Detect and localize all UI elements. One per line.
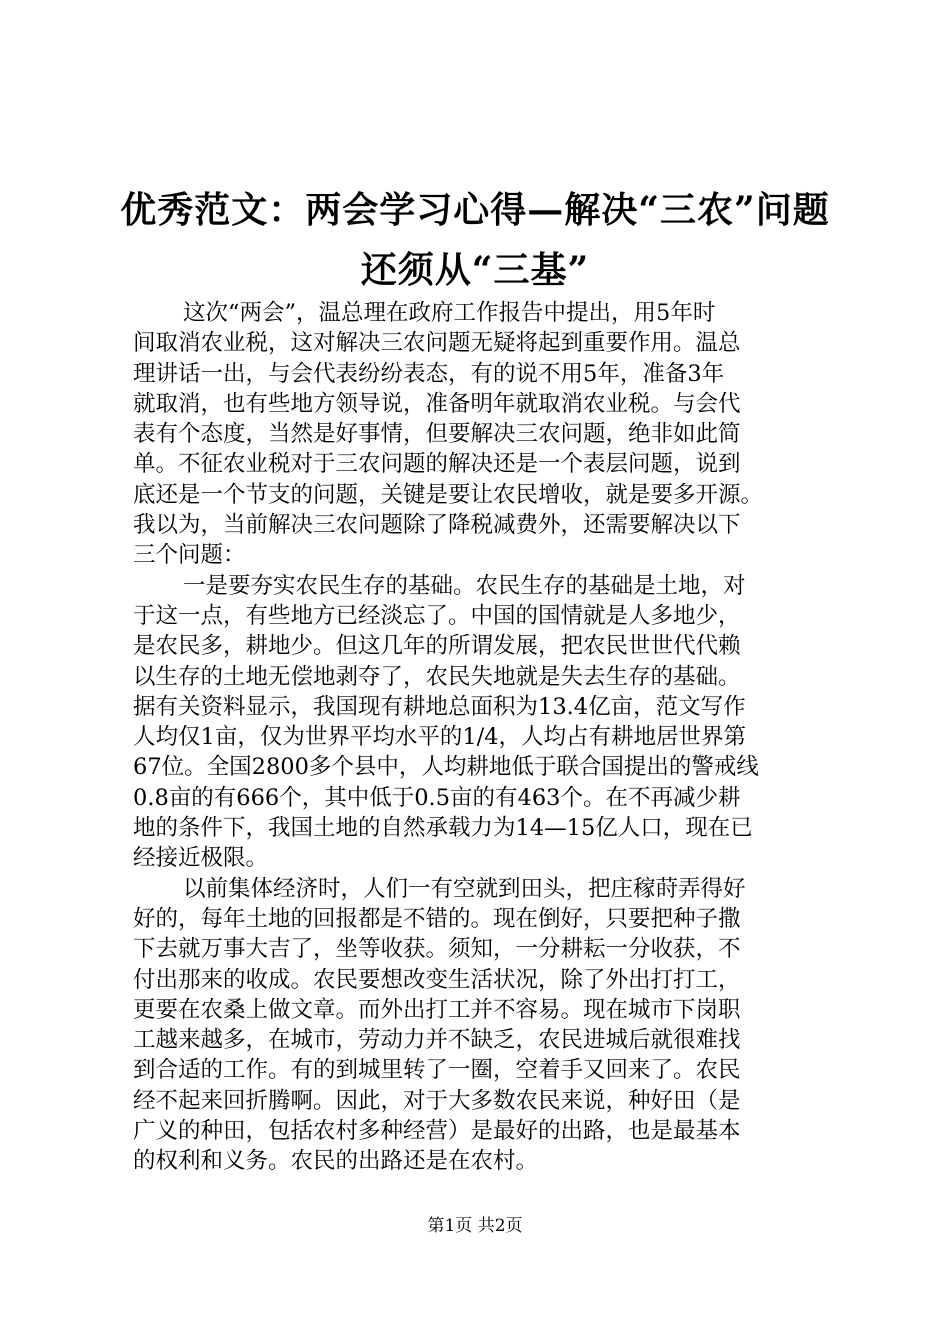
document-body (133, 298, 833, 1177)
text-line: 三个问题： (133, 542, 246, 569)
text-line: 经不起来回折腾啊。因此，对于大多数农民来说，种好田（是 (133, 1087, 741, 1114)
text-line: 付出那来的收成。农民要想改变生活状况，除了外出打打工， (133, 966, 741, 993)
text-line: 我以为，当前解决三农问题除了降税减费外，还需要解决以下 (133, 512, 741, 539)
paragraph-3 (133, 874, 833, 1177)
text-line: 人均仅1亩，仅为世界平均水平的1/4，人均占有耕地居世界第 (133, 724, 747, 751)
text-line: 工越来越多，在城市，劳动力并不缺乏，农民进城后就很难找 (133, 1027, 741, 1054)
text-line: 0.8亩的有666个，其中低于0.5亩的有463个。在不再减少耕 (133, 784, 741, 811)
text-line: 表有个态度，当然是好事情，但要解决三农问题，绝非如此简 (133, 421, 741, 448)
text-line: 据有关资料显示，我国现有耕地总面积为13.4亿亩，范文写作 (133, 693, 746, 720)
text-line: 67位。全国2800多个县中，人均耕地低于联合国提出的警戒线 (133, 754, 759, 781)
text-line: 间取消农业税，这对解决三农问题无疑将起到重要作用。温总 (133, 330, 741, 357)
text-line: 是农民多，耕地少。但这几年的所谓发展，把农民世世代代赖 (133, 633, 741, 660)
text-line: 以生存的土地无偿地剥夺了，农民失地就是失去生存的基础。 (133, 663, 741, 690)
text-line: 这次“两会”，温总理在政府工作报告中提出，用5年时 (183, 300, 716, 326)
text-line: 经接近极限。 (133, 845, 269, 872)
document-title-line-1: 优秀范文：两会学习心得—解决“三农”问题 (120, 189, 830, 231)
text-line: 好的，每年土地的回报都是不错的。现在倒好，只要把种子撒 (133, 905, 741, 932)
paragraph-1 (133, 298, 833, 571)
text-line: 就取消，也有些地方领导说，准备明年就取消农业税。与会代 (133, 390, 741, 417)
text-line: 单。不征农业税对于三农问题的解决还是一个表层问题，说到 (133, 451, 741, 478)
text-line: 的权利和义务。农民的出路还是在农村。 (133, 1148, 539, 1175)
text-line: 以前集体经济时，人们一有空就到田头，把庄稼莳弄得好 (183, 875, 746, 902)
text-line: 地的条件下，我国土地的自然承载力为14—15亿人口，现在已 (133, 815, 753, 842)
text-line: 底还是一个节支的问题，关键是要让农民增收，就是要多开源。 (133, 481, 764, 508)
text-line: 一是要夯实农民生存的基础。农民生存的基础是土地，对 (183, 572, 746, 599)
document-title-line-2: 还须从“三基” (360, 249, 590, 291)
paragraph-2 (133, 571, 833, 874)
text-line: 理讲话一出，与会代表纷纷表态，有的说不用5年，准备3年 (133, 360, 725, 387)
text-line: 更要在农桑上做文章。而外出打工并不容易。现在城市下岗职 (133, 996, 741, 1023)
text-line: 于这一点，有些地方已经淡忘了。中国的国情就是人多地少， (133, 602, 741, 629)
text-line: 下去就万事大吉了，坐等收获。须知，一分耕耘一分收获，不 (133, 936, 741, 963)
page-footer: 第1页 共2页 (427, 1216, 523, 1236)
text-line: 到合适的工作。有的到城里转了一圈，空着手又回来了。农民 (133, 1057, 741, 1084)
text-line: 广义的种田，包括农村多种经营）是最好的出路，也是最基本 (133, 1118, 741, 1145)
